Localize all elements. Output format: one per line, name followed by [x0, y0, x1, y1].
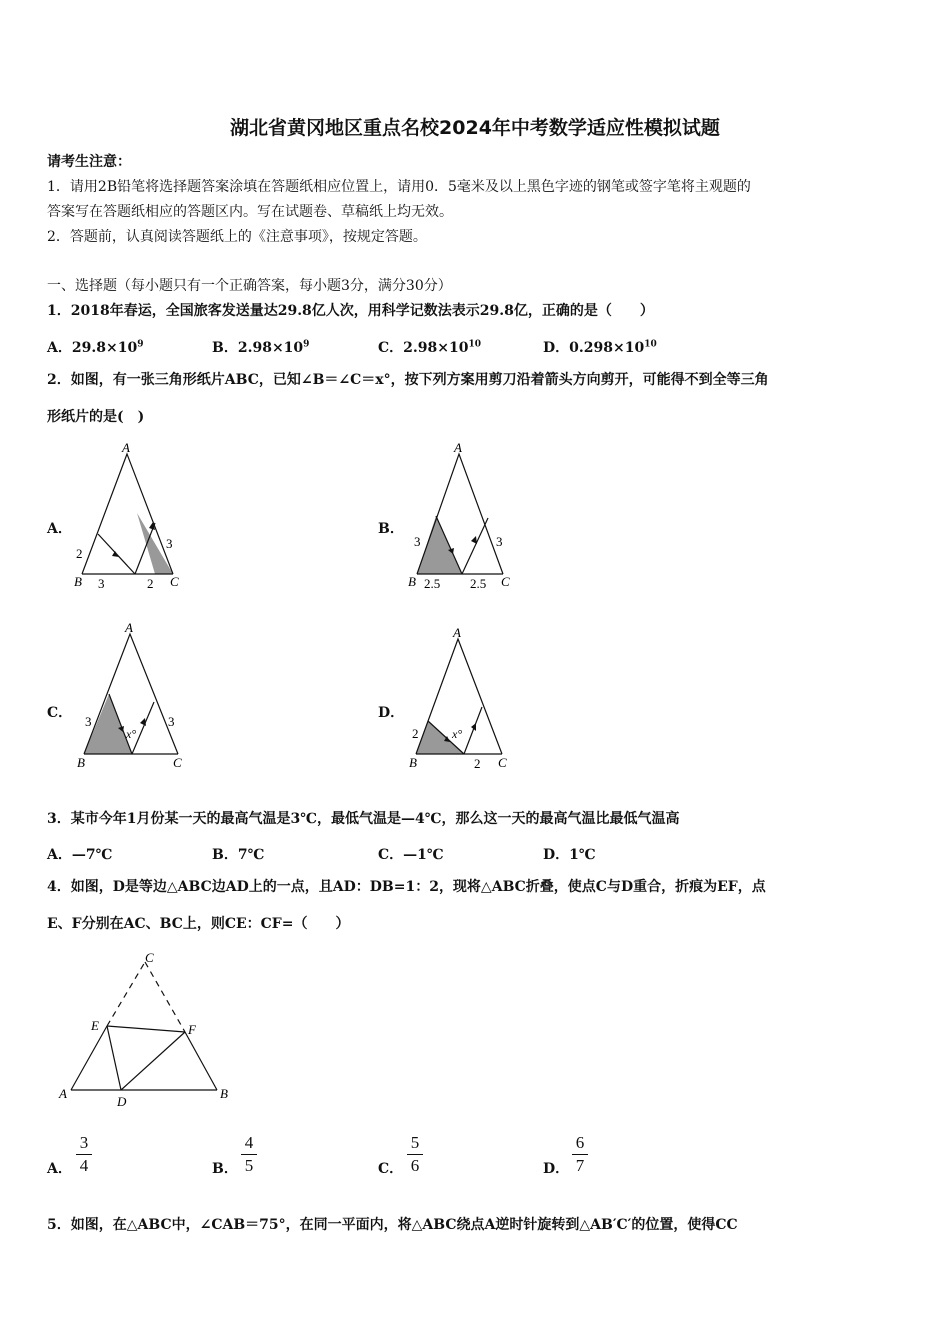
q5-stem: 5．如图，在△ABC中，∠CAB＝75°，在同一平面内，将△ABC绕点A逆时针旋转到△AB′C′的位置，使得CC	[47, 1217, 738, 1233]
q4-option-d-fraction	[570, 1133, 590, 1176]
fig-a-label-left: 2	[76, 546, 83, 561]
q4-fig-vertex-b: B	[220, 1086, 228, 1101]
fig-c-vertex-a: A	[125, 620, 133, 635]
q1-option-c-base: 2.98×10	[403, 340, 469, 356]
q3-option-a-label: A．	[47, 847, 72, 863]
q4-option-a-denominator: 4	[79, 1156, 89, 1175]
q4-option-d-numerator: 6	[575, 1133, 585, 1152]
fig-b-label-base-right: 2.5	[470, 576, 487, 591]
q4-fig-fold-ef	[107, 1026, 185, 1032]
q1-option-c-label: C．	[378, 340, 404, 356]
q3-option-a-value: —7℃	[71, 847, 113, 863]
q4-fig-vertex-a: A	[59, 1086, 67, 1101]
q2-stem-line-2: 形纸片的是( )	[47, 409, 145, 425]
section-heading: 一、选择题（每小题只有一个正确答案，每小题3分，满分30分）	[47, 278, 452, 294]
fig-b-cut-2	[462, 518, 488, 574]
q4-option-b-fraction	[239, 1133, 259, 1176]
fig-d-angle-x: x°	[452, 727, 463, 741]
q1-option-d-base: 0.298×10	[569, 340, 645, 356]
q4-fig-dashed-cf	[145, 962, 185, 1032]
q3-option-b-label: B．	[212, 847, 238, 863]
q2-figure-b	[400, 438, 525, 593]
notice-line-1b: 答案写在答题纸相应的答题区内。写在试题卷、草稿纸上均无效。	[47, 204, 453, 220]
q3-option-d[interactable]	[543, 844, 596, 864]
q4-option-b-denominator: 5	[244, 1156, 254, 1175]
q2-option-a[interactable]: A．	[47, 521, 72, 537]
fig-c-vertex-b: B	[77, 755, 85, 770]
q3-option-d-label: D．	[543, 847, 570, 863]
q1-option-d-exp: 10	[644, 339, 657, 350]
q4-figure	[55, 950, 235, 1115]
fig-c-angle-x: x°	[126, 727, 137, 741]
fig-a-label-base-left: 3	[98, 576, 105, 591]
q4-option-a-fraction	[74, 1133, 94, 1176]
page-title: 湖北省黄冈地区重点名校2024年中考数学适应性模拟试题	[230, 117, 720, 139]
q2-option-b[interactable]: B．	[378, 521, 404, 537]
q2-stem-line-1: 2．如图，有一张三角形纸片ABC，已知∠B＝∠C＝x°，按下列方案用剪刀沿着箭头方向剪开，可能得不到全等三角	[47, 372, 769, 388]
fig-b-vertex-b: B	[408, 574, 416, 589]
q4-fig-dashed-ec	[107, 962, 145, 1026]
q1-option-a-label: A．	[47, 340, 72, 356]
q2-option-d[interactable]: D．	[378, 705, 405, 721]
q3-option-c-label: C．	[378, 847, 404, 863]
q1-option-b-base: 2.98×10	[237, 340, 304, 356]
fig-d-vertex-c: C	[498, 755, 507, 770]
fig-c-label-right: 3	[168, 714, 175, 729]
fig-b-label-right: 3	[496, 534, 503, 549]
q4-option-c[interactable]: C．	[378, 1161, 404, 1177]
fig-d-cut-2	[464, 707, 482, 754]
q4-option-a[interactable]: A．	[47, 1161, 72, 1177]
q4-fig-line-df	[121, 1032, 185, 1090]
q1-stem: 1．2018年春运，全国旅客发送量达29.8亿人次，用科学记数法表示29.8亿，正确的是（ ）	[47, 303, 654, 319]
fig-a-label-right: 3	[166, 536, 173, 551]
q4-option-a-numerator: 3	[79, 1133, 89, 1152]
q3-option-c-value: —1℃	[403, 847, 444, 863]
q1-option-d-label: D．	[543, 340, 570, 356]
fig-d-label-base: 2	[474, 756, 481, 771]
q1-option-b[interactable]	[212, 337, 309, 357]
q1-option-b-exp: 9	[303, 339, 310, 350]
q4-fig-point-f: F	[188, 1022, 196, 1037]
fig-b-label-left: 3	[414, 534, 421, 549]
q3-option-c[interactable]	[378, 844, 444, 864]
fig-c-label-left: 3	[85, 714, 92, 729]
fig-b-arrow-2	[471, 536, 477, 544]
q1-option-d[interactable]	[543, 337, 657, 357]
fig-c-arrow-2	[140, 718, 146, 726]
q1-option-c[interactable]	[378, 337, 481, 357]
q4-stem-line-2: E、F分别在AC、BC上，则CE：CF=（ ）	[47, 916, 350, 932]
q4-option-d[interactable]: D．	[543, 1161, 570, 1177]
fig-d-vertex-b: B	[409, 755, 417, 770]
q3-option-a[interactable]	[47, 844, 112, 864]
q3-option-b-value: 7℃	[237, 847, 265, 863]
q2-figure-a	[70, 438, 190, 593]
q4-fig-line-fb	[185, 1032, 217, 1090]
q4-fig-line-ae	[71, 1026, 107, 1090]
q4-stem-line-1: 4．如图，D是等边△ABC边AD上的一点，且AD：DB=1：2，现将△ABC折叠，使点C与D重合，折痕为EF，点	[47, 879, 766, 895]
q4-option-c-denominator: 6	[410, 1156, 420, 1175]
q3-stem: 3．某市今年1月份某一天的最高气温是3℃，最低气温是—4℃，那么这一天的最高气温比最低气温高	[47, 811, 680, 827]
q4-fig-point-d: D	[117, 1094, 127, 1109]
q1-option-b-label: B．	[212, 340, 238, 356]
q1-option-a[interactable]	[47, 337, 143, 357]
q4-fig-vertex-c: C	[145, 950, 154, 965]
fig-a-vertex-c: C	[170, 574, 179, 589]
notice-line-2: 2．答题前，认真阅读答题纸上的《注意事项》，按规定答题。	[47, 229, 427, 245]
fig-b-label-base-left: 2.5	[424, 576, 441, 591]
q2-option-c[interactable]: C．	[47, 705, 73, 721]
q1-option-c-exp: 10	[468, 339, 481, 350]
q4-fig-line-ed	[107, 1026, 121, 1090]
q4-option-c-numerator: 5	[410, 1133, 420, 1152]
fig-a-arrow-1	[112, 551, 119, 557]
q2-figure-c	[72, 620, 192, 775]
q4-option-d-denominator: 7	[575, 1156, 585, 1175]
fig-a-label-base-right: 2	[147, 576, 154, 591]
q4-option-b-numerator: 4	[244, 1133, 254, 1152]
q4-option-c-fraction	[405, 1133, 425, 1176]
fig-d-vertex-a: A	[453, 625, 461, 640]
q1-option-a-exp: 9	[137, 339, 144, 350]
q3-option-d-value: 1℃	[569, 847, 596, 863]
fig-a-vertex-b: B	[74, 574, 82, 589]
q3-option-b[interactable]	[212, 844, 264, 864]
fig-d-label-left: 2	[412, 726, 419, 741]
q4-option-b[interactable]: B．	[212, 1161, 238, 1177]
q4-fig-point-e: E	[91, 1018, 99, 1033]
q1-option-a-base: 29.8×10	[71, 340, 138, 356]
notice-heading: 请考生注意：	[47, 154, 131, 170]
notice-line-1a: 1．请用2B铅笔将选择题答案涂填在答题纸相应位置上，请用0．5毫米及以上黑色字迹的钢笔或签字笔将主观题的	[47, 179, 751, 195]
fig-b-vertex-a: A	[454, 440, 462, 455]
q2-figure-d	[402, 625, 522, 775]
fig-a-vertex-a: A	[122, 440, 130, 455]
fig-c-vertex-c: C	[173, 755, 182, 770]
fig-b-vertex-c: C	[501, 574, 510, 589]
